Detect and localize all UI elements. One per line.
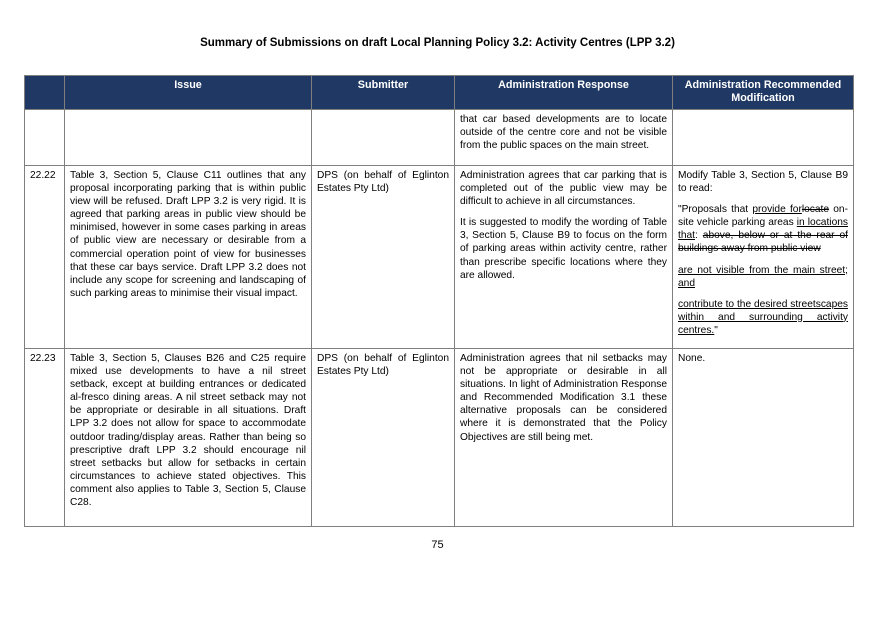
inserted-text: are not visible from the main street; and (678, 264, 848, 289)
modification-cell: None. (673, 349, 854, 527)
response-cell (455, 166, 673, 349)
response-paragraph: It is suggested to modify the wording of Table 3, Section 5, Clause B9 to focus on the form of parking areas within activity centre, rather than prescribe specific locations where they are allowed. (460, 217, 667, 281)
submissions-table (24, 75, 854, 527)
table-row (25, 166, 854, 349)
inserted-text: contribute to the desired streetscapes within and surrounding activity centres. (678, 298, 848, 336)
clause-text: on-site vehicle parking areas (678, 204, 848, 229)
submitter-cell: DPS (on behalf of Eglinton Estates Pty Ltd) (312, 349, 455, 527)
submitter-cell: DPS (on behalf of Eglinton Estates Pty Ltd) (312, 166, 455, 349)
deleted-text: locate (801, 204, 830, 216)
page-number: 75 (431, 539, 444, 551)
table-row (25, 110, 854, 166)
clause-text: " (714, 324, 718, 336)
modification-cell (673, 110, 854, 166)
header-response: Administration Response (455, 76, 673, 110)
header-modification: Administration Recommended Modification (673, 76, 854, 110)
issue-cell: Table 3, Section 5, Clauses B26 and C25 require mixed use developments to have a nil street setback, except at building entrances or dedicated al-fresco dining areas. A nil street setback may not be appropriate or desirable in all situations. Draft LPP 3.2 does not allow for space to accommodate outdoor trading/display areas. Rather than being so prescriptive draft LPP 3.2 should encourage nil street setbacks but allow for setbacks in certain circumstances to achieve stated objectives. This comment also applies to Table 3, Section 5, Clause C28. (65, 349, 312, 527)
response-cell: that car based developments are to locate outside of the centre core and not be visible from the public spaces on the main street. (455, 110, 673, 166)
modification-intro: Modify Table 3, Section 5, Clause B9 to read: (678, 170, 848, 195)
clause-text: "Proposals that (678, 204, 753, 216)
issue-cell: Table 3, Section 5, Clause C11 outlines that any proposal incorporating parking that is within public view will be refused. Draft LPP 3.2 is very rigid. It is agreed that parking areas in public view should be minimised, however in some cases parking in areas of public view are necessary or desirable from a commercial operation point of view for businesses that these car bays service. Draft LPP 3.2 does not include any scope for screening and landscaping of such parking areas to minimise their visual impact. (65, 166, 312, 349)
table-row (25, 349, 854, 527)
clause-text: : (695, 230, 703, 242)
modification-cell (673, 166, 854, 349)
header-submitter: Submitter (312, 76, 455, 110)
submitter-cell (312, 110, 455, 166)
inserted-text: in locations that (678, 217, 848, 242)
inserted-text: provide for (752, 204, 802, 216)
row-number: 22.22 (25, 166, 65, 349)
issue-cell (65, 110, 312, 166)
deleted-text: above, below or at the rear of buildings away from public view (678, 230, 848, 255)
row-number: 22.23 (25, 349, 65, 527)
response-cell: Administration agrees that nil setbacks may not be appropriate or desirable in all situations. In light of Administration Response and Recommended Modification 3.1 these alternative proposals can be considered where it is demonstrated that the Policy Objectives are still being met. (455, 349, 673, 527)
response-paragraph: Administration agrees that car parking that is completed out of the public view may be difficult to achieve in all circumstances. (460, 170, 667, 208)
page-title: Summary of Submissions on draft Local Planning Policy 3.2: Activity Centres (LPP 3.2) (200, 37, 675, 49)
modification-clause (678, 203, 848, 255)
table-header-row (25, 76, 854, 110)
row-number (25, 110, 65, 166)
modification-clause (678, 298, 848, 337)
header-issue: Issue (65, 76, 312, 110)
header-number (25, 76, 65, 110)
